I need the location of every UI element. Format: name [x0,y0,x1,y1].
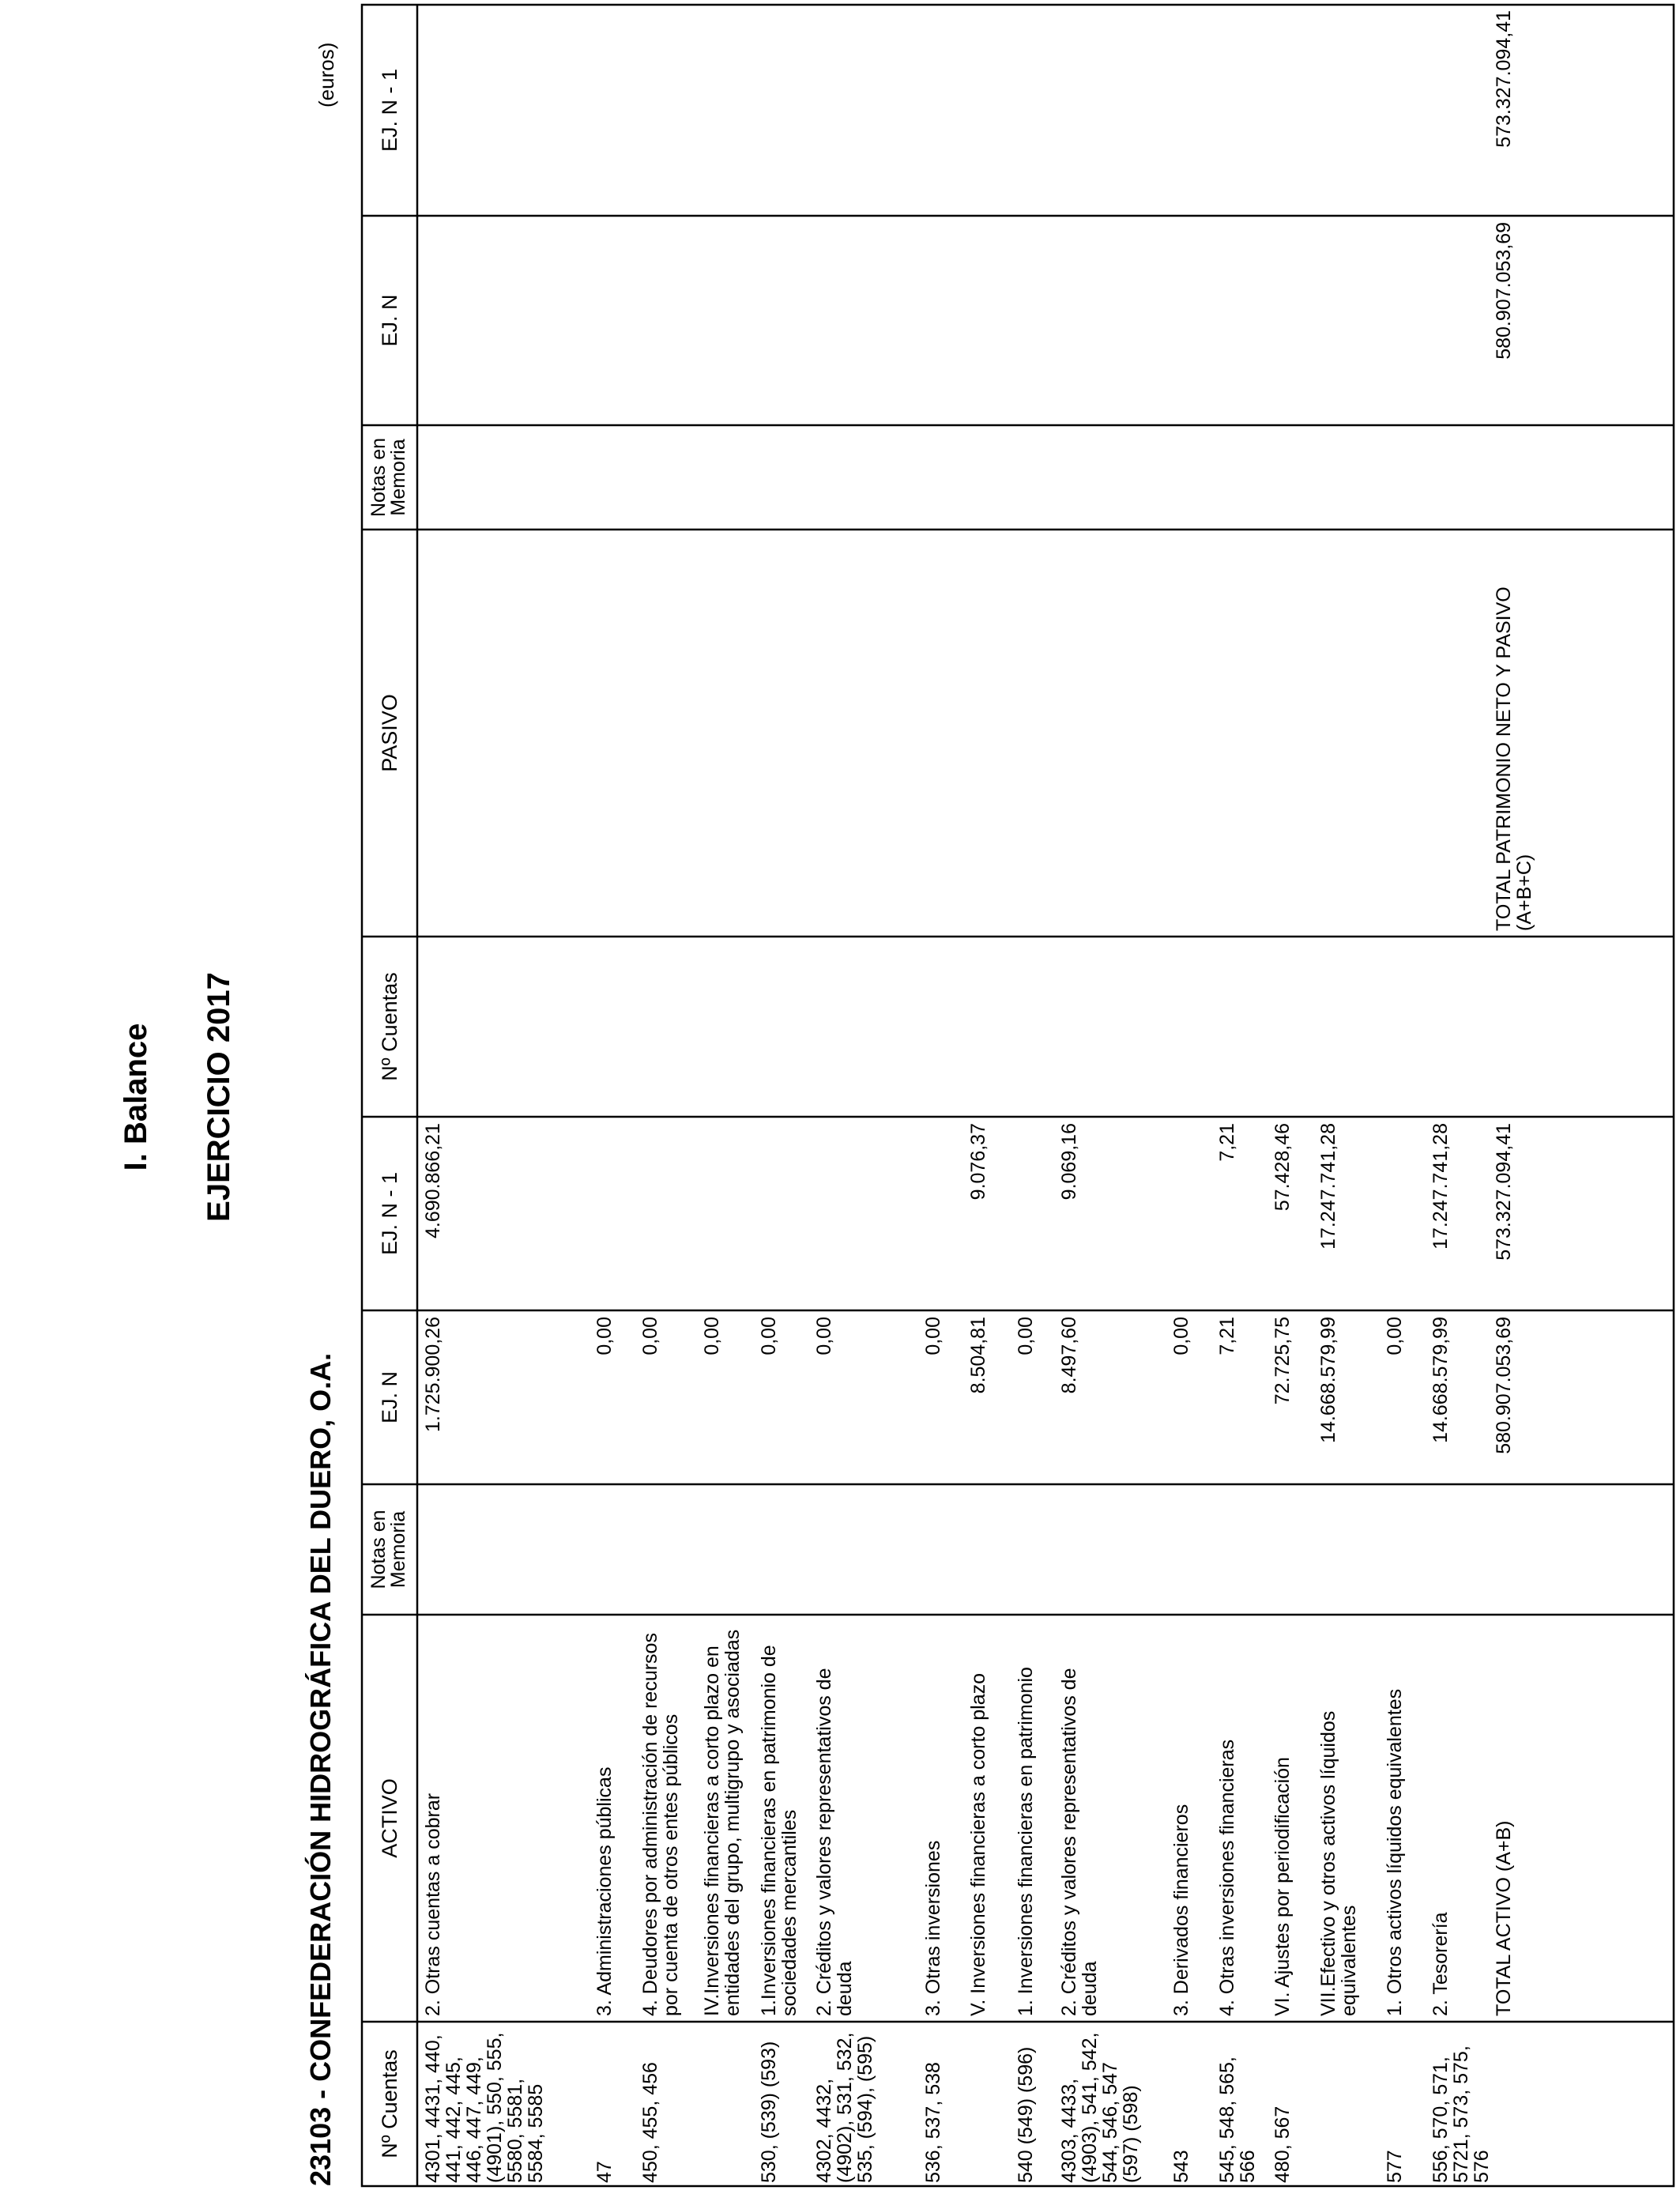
activo-row-ejn1: 57.428,46 [1271,1123,1294,1212]
activo-row-ejn1: 9.076,37 [967,1123,989,1201]
activo-row-concepto: 2. Créditos y valores representativos de deuda [1058,1668,1101,2016]
activo-row-ejn: 0,00 [922,1317,944,1355]
activo-row-concepto: 2. Tesorería [1430,1912,1452,2016]
pasivo-total-ejn: 580.907.053,69 [1493,222,1515,360]
col-header-notas-line2: Memoria [387,1510,409,1589]
activo-row-concepto: VII.Efectivo y otros activos líquidos equivalentes [1317,1710,1360,2016]
col-header-ejn: EJ. N [378,1371,401,1424]
activo-row-cuentas: 543 [1170,2150,1192,2183]
activo-row-ejn: 8.497,60 [1058,1317,1080,1394]
pasivo-total-label: TOTAL PATRIMONIO NETO Y PASIVO (A+B+C) [1493,586,1535,931]
activo-row-cuentas: 577 [1384,2150,1406,2183]
activo-row-concepto: 4. Otras inversiones financieras [1216,1739,1238,2016]
activo-row-concepto: 2. Créditos y valores representativos de deuda [813,1668,856,2016]
col-header-ejn1-pasivo: EJ. N - 1 [378,68,401,153]
activo-row-ejn: 14.668.579,99 [1317,1317,1339,1443]
activo-row-ejn1: 7,21 [1216,1123,1238,1162]
activo-row-cuentas: 540 (549) (596) [1015,2046,1037,2183]
activo-row-cuentas: 530, (539) (593) [758,2041,780,2183]
activo-row-ejn: 0,00 [593,1317,616,1355]
activo-row-cuentas: 556, 570, 571, 5721, 573, 575, 576 [1430,2045,1493,2183]
activo-row-ejn: 0,00 [813,1317,835,1355]
activo-row-concepto: 3. Administraciones públicas [593,1766,616,2016]
activo-row-ejn: 0,00 [701,1317,723,1355]
activo-row-cuentas: 4301, 4431, 440, 441, 442, 445, 446, 447, 449, (4901), 550, 555, 5580, 5581, 5584, 5585 [422,2032,547,2183]
activo-row-ejn: 8.504,81 [967,1317,989,1394]
activo-row-ejn1: 17.247.741,28 [1317,1123,1339,1250]
activo-row-concepto: IV.Inversiones financieras a corto plazo en entidades del grupo, multigrupo y asociadas [701,1629,744,2016]
activo-row-concepto: 4. Deudores por administración de recursos por cuenta de otros entes públicos [639,1633,682,2016]
activo-row-ejn: 0,00 [1015,1317,1037,1355]
col-header-ejn1: EJ. N - 1 [378,1171,401,1256]
activo-row-ejn1: 4.690.866,21 [422,1123,444,1238]
activo-row-concepto: 1.Inversiones financieras en patrimonio de sociedades mercantiles [758,1645,800,2016]
activo-row-ejn: 72.725,75 [1271,1317,1294,1405]
activo-row-ejn: 7,21 [1216,1317,1238,1355]
activo-row-concepto: 1. Otros activos líquidos equivalentes [1384,1688,1406,2016]
col-header-ejn-pasivo: EJ. N [378,294,401,347]
activo-total-label: TOTAL ACTIVO (A+B) [1493,1820,1515,2016]
currency-units: (euros) [315,42,338,107]
col-header-notas-pasivo-line2: Memoria [387,439,409,516]
activo-row-concepto: 3. Otras inversiones [922,1840,944,2016]
activo-row-ejn: 1.725.900,26 [422,1317,444,1432]
activo-row-ejn1: 9.069,16 [1058,1123,1080,1201]
report-subtitle: EJERCICIO 2017 [202,972,236,1222]
activo-total-ejn1: 573.327.094,41 [1493,1123,1515,1261]
col-header-activo: ACTIVO [378,1778,401,1858]
activo-row-ejn: 0,00 [1384,1317,1406,1355]
activo-row-cuentas: 47 [593,2161,616,2183]
activo-row-cuentas: 536, 537, 538 [922,2062,944,2183]
col-header-notas [369,1484,409,1615]
activo-row-ejn1: 17.247.741,28 [1430,1123,1452,1250]
entity-name: 23103 - CONFEDERACIÓN HIDROGRÁFICA DEL DUERO, O.A. [304,1352,337,2186]
col-header-notas-pasivo-line1: Notas en [367,437,390,518]
activo-row-concepto: VI. Ajustes por periodificación [1271,1757,1294,2016]
col-header-pasivo: PASIVO [378,694,401,772]
col-header-notas-pasivo [369,425,409,530]
activo-row-concepto: 3. Derivados financieros [1170,1804,1192,2016]
activo-row-ejn: 0,00 [1170,1317,1192,1355]
activo-row-cuentas: 4303, 4433, (4903), 541, 542, 544, 546, 547 (597) (598) [1058,2032,1142,2183]
pasivo-total-ejn1: 573.327.094,41 [1493,10,1515,148]
activo-row-cuentas: 545, 548, 565, 566 [1216,2056,1259,2183]
activo-row-concepto: 1. Inversiones financieras en patrimonio [1015,1667,1037,2016]
activo-row-concepto: 2. Otras cuentas a cobrar [422,1793,444,2016]
col-header-notas-line1: Notas en [367,1510,390,1589]
activo-row-cuentas: 4302, 4432, (4902), 531, 532, 535, (594), (595) [813,2032,876,2183]
activo-row-ejn: 0,00 [639,1317,661,1355]
activo-row-ejn: 0,00 [758,1317,780,1355]
activo-row-cuentas: 450, 455, 456 [639,2062,661,2183]
col-header-cuentas-pasivo: Nº Cuentas [378,972,401,1081]
col-header-cuentas: Nº Cuentas [378,2049,401,2158]
activo-row-concepto: V. Inversiones financieras a corto plazo [967,1672,989,2016]
activo-total-ejn: 580.907.053,69 [1493,1317,1515,1454]
report-title: I. Balance [119,1023,153,1171]
activo-row-ejn: 14.668.579,99 [1430,1317,1452,1443]
activo-row-cuentas: 480, 567 [1271,2105,1294,2183]
